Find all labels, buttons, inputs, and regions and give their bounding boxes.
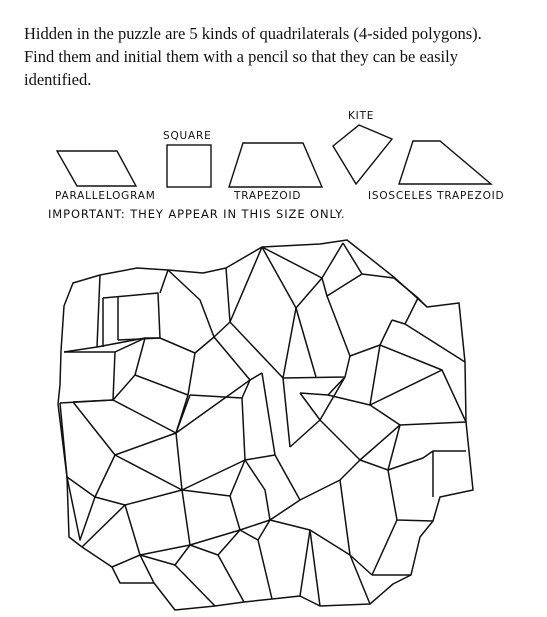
- trapezoid-label: TRAPEZOID: [234, 190, 302, 202]
- square-label: SQUARE: [163, 130, 212, 142]
- instructions-line-2: Find them and initial them with a pencil so that they can be easily: [24, 47, 458, 66]
- parallelogram-label: PARALLELOGRAM: [55, 190, 156, 202]
- kite-label: KITE: [348, 110, 375, 122]
- instructions-line-1: Hidden in the puzzle are 5 kinds of quadrilaterals (4-sided polygons).: [24, 24, 482, 43]
- instructions-line-3: identified.: [24, 70, 92, 89]
- important-note: IMPORTANT: THEY APPEAR IN THIS SIZE ONLY.: [48, 207, 346, 221]
- isosceles-trapezoid-label: ISOSCELES TRAPEZOID: [368, 190, 505, 202]
